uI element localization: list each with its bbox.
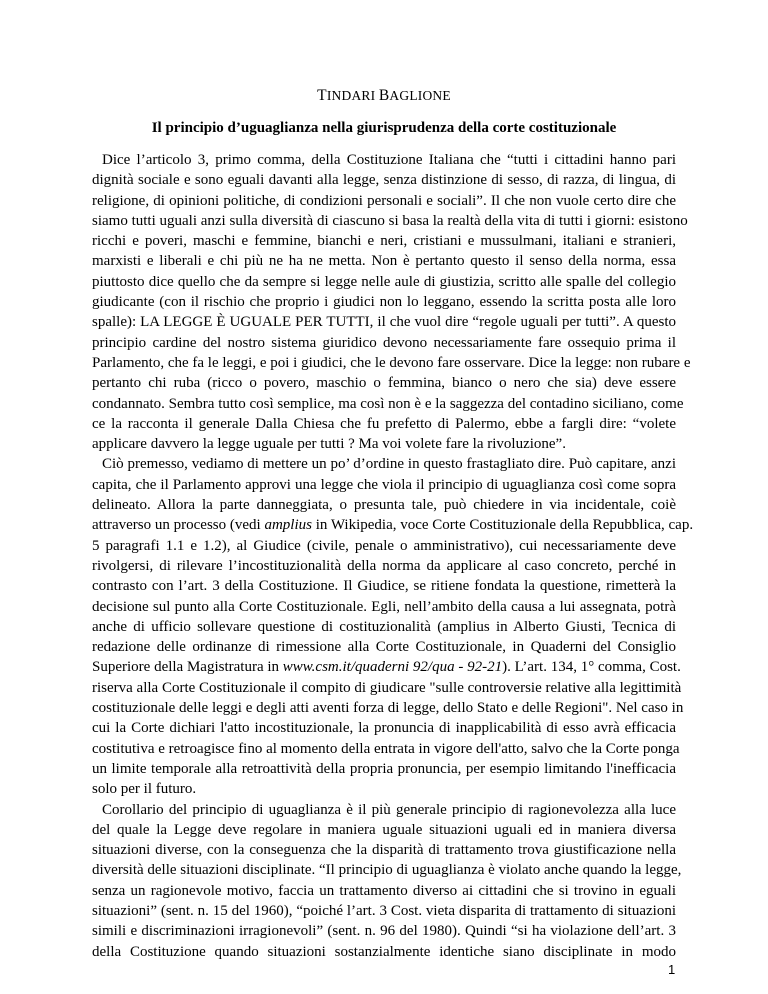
document-title: Il principio d’uguaglianza nella giurisprudenza della corte costituzionale [151,120,617,136]
text-line: rivolgersi, di rilevare l’incostituzionalità della norma da applicare al caso concreto, perché in [92,557,676,574]
author-initial-first: T [317,87,327,104]
text-line: Ciò premesso, vediamo di mettere un po’ d’ordine in questo frastagliato dire. Può capitare, anzi [102,456,676,473]
text-line: 5 paragrafi 1.1 e 1.2), al Giudice (civile, penale o amministrativo), cui necessariamente deve [92,537,676,554]
text-line: Dice l’articolo 3, primo comma, della Costituzione Italiana che “tutti i cittadini hanno pari [102,152,676,168]
text-line: senza un ragionevole motivo, faccia un trattamento diverso ai cittadini che si trovino in eguali [92,882,676,899]
text-line: decisione sul punto alla Corte Costituzionale. Egli, nell’ambito della causa a lui assegnata, potrà [92,598,676,615]
text-line: situazioni” (sent. n. 15 del 1960), “poiché l’art. 3 Cost. vieta disparita di trattamento di situazioni [92,902,676,919]
text-line: contrasto con l’art. 3 della Costituzione. Il Giudice, se ritiene fondata la questione, rimetterà la [92,578,676,595]
text-line: siamo tutti uguali anzi sulla diversità di ciascuno si basa la realtà della vita di tutti i giorni: esistono [92,212,688,229]
text-line: della Costituzione quando situazioni sostanzialmente identiche siano disciplinate in modo [92,943,676,960]
text-line: riserva alla Corte Costituzionale il compito di giudicare "sulle controversie relative alla legittimità [92,679,682,696]
text-line: piuttosto dice quello che da sempre si legge nelle aule di giustizia, scritto alle spalle del collegio [92,273,676,290]
text-line: religione, di opinioni politiche, di condizioni personali e sociali”. Il che non vuole certo dire che [92,192,676,209]
text-line: costituzionale delle leggi e degli atti aventi forza di legge, dello Stato e delle Regioni". Nel caso in [92,700,684,717]
text-line: costitutiva e retroagisce fino al momento della entrata in vigore dell'atto, salvo che la Corte ponga [92,740,680,757]
text-line: spalle): LA LEGGE È UGUALE PER TUTTI, il che vuol dire “regole uguali per tutti”. A questo [92,314,676,331]
text-line: diversità delle situazioni disciplinate. “Il principio di uguaglianza è violato anche quando la legge, [92,862,682,879]
author-name [0,87,768,105]
text-line: Parlamento, che fa le leggi, e poi i giudici, che le devono fare osservare. Dice la legge: non rubare e [92,354,691,371]
text-line: Corollario del principio di uguaglianza è il più generale principio di ragionevolezza alla luce [102,801,676,818]
text-line: marxisti e liberali e chi più ne ha ne metta. Non è pertanto questo il senso della norma, essa [92,253,676,270]
page-number: 1 [668,962,676,977]
text-line: dignità sociale e sono eguali davanti alla legge, senza distinzione di sesso, di razza, di lingua, di [92,172,676,189]
text-line: condannato. Sembra tutto così semplice, ma così non è e la saggezza del contadino siciliano, come [92,395,684,412]
text-line: redazione delle ordinanze di rimessione alla Corte Costituzionale, in Quaderni del Consiglio [92,639,676,656]
text-line: simili e discriminazioni irragionevoli” (sent. n. 96 del 1980). Quindi “si ha violazione dell’art. 3 [92,923,676,940]
text-line: solo per il futuro. [92,781,197,798]
text-line: situazioni diverse, con la conseguenza che la disparità di trattamento trova giustificazione nella [92,842,676,859]
text-line: giudicante (con il rischio che proprio i giudici non lo leggano, essendo la scritta posta alle loro [92,294,676,311]
text-line: pertanto chi ruba (ricco o povero, maschio o femmina, bianco o nero che sia) deve essere [92,375,676,392]
text-line: applicare davvero la legge uguale per tutti ? Ma voi volete fare la rivoluzione”. [92,436,566,453]
text-line: ce la racconta il generale Dalla Chiesa che fu prefetto di Palermo, ebbe a fargli dire: “volete [92,415,676,432]
text-line: ricchi e poveri, maschi e femmine, bianchi e neri, cristiani e mussulmani, italiani e stranieri, [92,233,676,250]
author-initial-last: B [378,87,390,104]
text-line: attraverso un processo (vedi amplius in Wikipedia, voce Corte Costituzionale della Repubblica, cap. [92,517,694,534]
text-line: cui la Corte dichiari l'atto incostituzionale, la pronuncia di inapplicabilità di esso avrà efficacia [92,720,676,737]
text-line: anche di ufficio sollevare questione di costituzionalità (amplius in Alberto Giusti, Tecnica di [92,618,676,635]
text-line: principio cardine del nostro sistema giuridico devono necessariamente fare ossequio prima il [92,334,676,351]
text-line: delineato. Allora la parte danneggiata, o presunta tale, può chiedere in via incidentale, coiè [92,497,676,514]
text-line: del quale la Legge deve regolare in maniera uguale situazioni uguali ed in maniera diversa [92,821,676,838]
text-line: capita, che il Parlamento approvi una legge che viola il principio di uguaglianza così come sopra [92,476,676,493]
author-first-rest: INDARI [326,88,379,103]
text-line: Superiore della Magistratura in www.csm.it/quaderni 92/qua - 92-21). L’art. 134, 1° comma, Cost. [92,659,681,676]
document-body [92,150,694,962]
text-line: un limite temporale alla retroattività della propria pronuncia, per esempio limitando l'inefficacia [92,760,676,777]
author-last-rest: AGLIONE [389,88,451,103]
